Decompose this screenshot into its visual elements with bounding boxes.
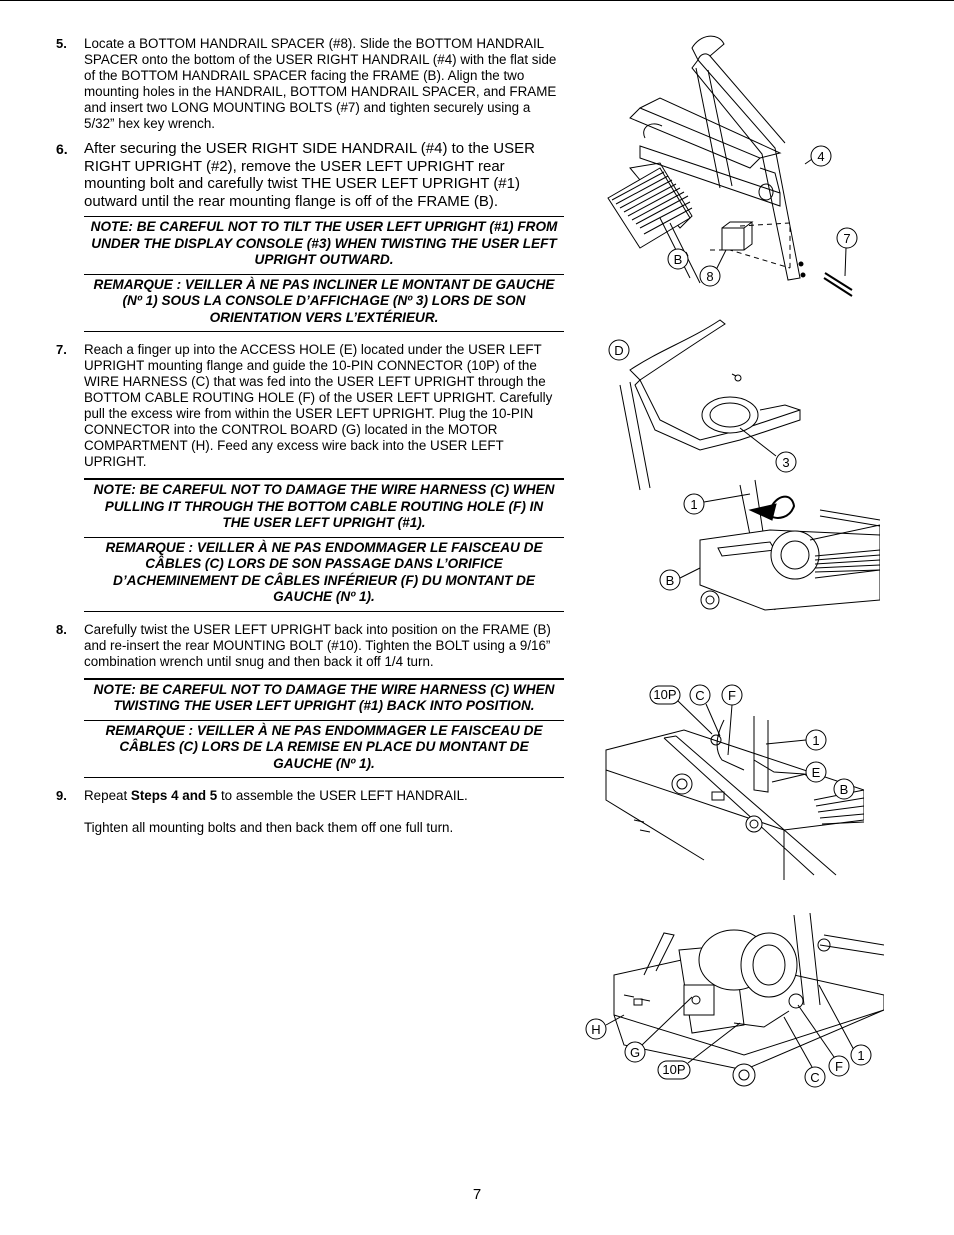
svg-text:B: B — [665, 573, 675, 588]
svg-text:H: H — [591, 1022, 601, 1037]
note-english: NOTE: BE CAREFUL NOT TO TILT THE USER LEFT UPRIGHT (#1) FROM UNDER THE DISPLAY CONSOLE (#3) WHEN TWISTING THE USER LEFT UPRIGHT OUTWARD. — [84, 216, 564, 274]
step-8 — [56, 622, 564, 670]
step-number: 8. — [56, 621, 67, 637]
svg-text:10P: 10P — [662, 1062, 686, 1077]
svg-text:1: 1 — [812, 733, 820, 748]
figure-handrail-spacer — [600, 28, 870, 308]
step-9 — [56, 788, 564, 836]
step-text: Reach a finger up into the ACCESS HOLE (E) located under the USER LEFT UPRIGHT mounting flange and guide the 10-PIN CONNECTOR (10P) of the WIRE HARNESS (C) that was fed into the USER LEFT UPRIGHT through the BOTTOM CABLE ROUTING HOLE (F) of the USER LEFT UPRIGHT. Carefully pull the excess wire from within the USER LEFT UPRIGHT. Plug the 10-PIN CONNECTOR into the CONTROL BOARD (G) located in the MOTOR COMPARTMENT (H). Feed any excess wire back into the USER LEFT UPRIGHT. — [84, 342, 553, 470]
note-french: REMARQUE : VEILLER À NE PAS INCLINER LE MONTANT DE GAUCHE (Nº 1) SOUS LA CONSOLE D’AFFICHAGE (Nº 3) LORS DE SON ORIENTATION VERS L’EXTÉRIEUR. — [84, 274, 564, 333]
svg-text:4: 4 — [817, 149, 825, 164]
step-7 — [56, 342, 564, 470]
step-number: 9. — [56, 788, 67, 804]
note-french: REMARQUE : VEILLER À NE PAS ENDOMMAGER LE FAISCEAU DE CÂBLES (C) LORS DE LA REMISE EN PLACE DU MONTANT DE GAUCHE (Nº 1). — [84, 720, 564, 779]
callout-8 — [700, 250, 726, 286]
callout-B — [668, 249, 688, 269]
callout-3 — [740, 428, 796, 472]
callout-B — [834, 779, 854, 799]
step-text — [84, 788, 564, 804]
step-5 — [56, 36, 564, 132]
step-text-bold: Steps 4 and 5 — [130, 788, 218, 804]
svg-text:10P: 10P — [653, 687, 677, 702]
step-number: 5. — [56, 36, 67, 51]
callout-D — [609, 340, 629, 360]
callout-1 — [766, 730, 826, 750]
svg-text:1: 1 — [857, 1048, 865, 1063]
note-french: REMARQUE : VEILLER À NE PAS ENDOMMAGER LE FAISCEAU DE CÂBLES (C) LORS DE SON PASSAGE DANS L’ORIFICE D’ACHEMINEMENT DE CÂBLES INFÉRIEUR (F) DU MONTANT DE GAUCHE (Nº 1). — [84, 537, 564, 612]
svg-text:D: D — [614, 343, 624, 358]
svg-text:7: 7 — [843, 231, 851, 246]
step-text: After securing the USER RIGHT SIDE HANDRAIL (#4) to the USER RIGHT UPRIGHT (#2), remove the USER LEFT UPRIGHT rear mounting bolt and carefully twist THE USER LEFT UPRIGHT (#1) outward until the rear mounting flange is off of the FRAME (B). — [84, 140, 535, 210]
note-english: NOTE: BE CAREFUL NOT TO DAMAGE THE WIRE HARNESS (C) WHEN PULLING IT THROUGH THE BOTTOM CABLE ROUTING HOLE (F) IN THE USER LEFT UPRIGHT (#1). — [84, 478, 564, 537]
step-number: 7. — [56, 342, 67, 358]
figure-access-hole — [604, 680, 864, 880]
svg-text:E: E — [811, 765, 821, 780]
svg-text:C: C — [695, 688, 705, 703]
instruction-column — [56, 36, 564, 842]
callout-C — [690, 685, 720, 736]
callout-7 — [837, 228, 857, 276]
svg-text:G: G — [629, 1045, 641, 1060]
page-number: 7 — [472, 1186, 482, 1203]
svg-text:F: F — [728, 688, 736, 703]
step-number: 6. — [56, 141, 68, 157]
svg-text:1: 1 — [690, 497, 698, 512]
top-rule — [0, 0, 954, 1]
callout-4 — [805, 146, 831, 166]
svg-text:B: B — [673, 252, 683, 267]
callout-1 — [684, 494, 750, 514]
step-text-suffix: to assemble the USER LEFT HANDRAIL. — [217, 788, 468, 804]
step-6 — [56, 140, 564, 210]
callout-B — [660, 568, 700, 590]
step-text: Carefully twist the USER LEFT UPRIGHT back into position on the FRAME (B) and re-insert the rear MOUNTING BOLT (#10). Tighten the BOLT using a 9/16” combination wrench until snug and then back it off 1/4 turn. — [84, 621, 551, 669]
note-english: NOTE: BE CAREFUL NOT TO DAMAGE THE WIRE HARNESS (C) WHEN TWISTING THE USER LEFT UPRIGHT (#1) BACK INTO POSITION. — [84, 678, 564, 720]
svg-text:C: C — [810, 1070, 820, 1085]
figure-motor-compartment — [584, 905, 884, 1090]
step-extra-text: Tighten all mounting bolts and then back them off one full turn. — [84, 820, 454, 836]
svg-text:8: 8 — [706, 269, 714, 284]
step-text-prefix: Repeat — [84, 788, 131, 804]
step-text: Locate a BOTTOM HANDRAIL SPACER (#8). Slide the BOTTOM HANDRAIL SPACER onto the bottom of the USER RIGHT HANDRAIL (#4) with the flat side of the BOTTOM HANDRAIL SPACER facing the FRAME (B). Align the two mounting holes in the HANDRAIL, BOTTOM HANDRAIL SPACER, and FRAME and insert two LONG MOUNTING BOLTS (#7) and tighten securely using a 5/32” hex key wrench. — [84, 36, 557, 131]
figure-twist-upright — [600, 310, 880, 655]
svg-text:B: B — [839, 782, 849, 797]
svg-text:3: 3 — [782, 455, 790, 470]
svg-text:F: F — [835, 1059, 843, 1074]
